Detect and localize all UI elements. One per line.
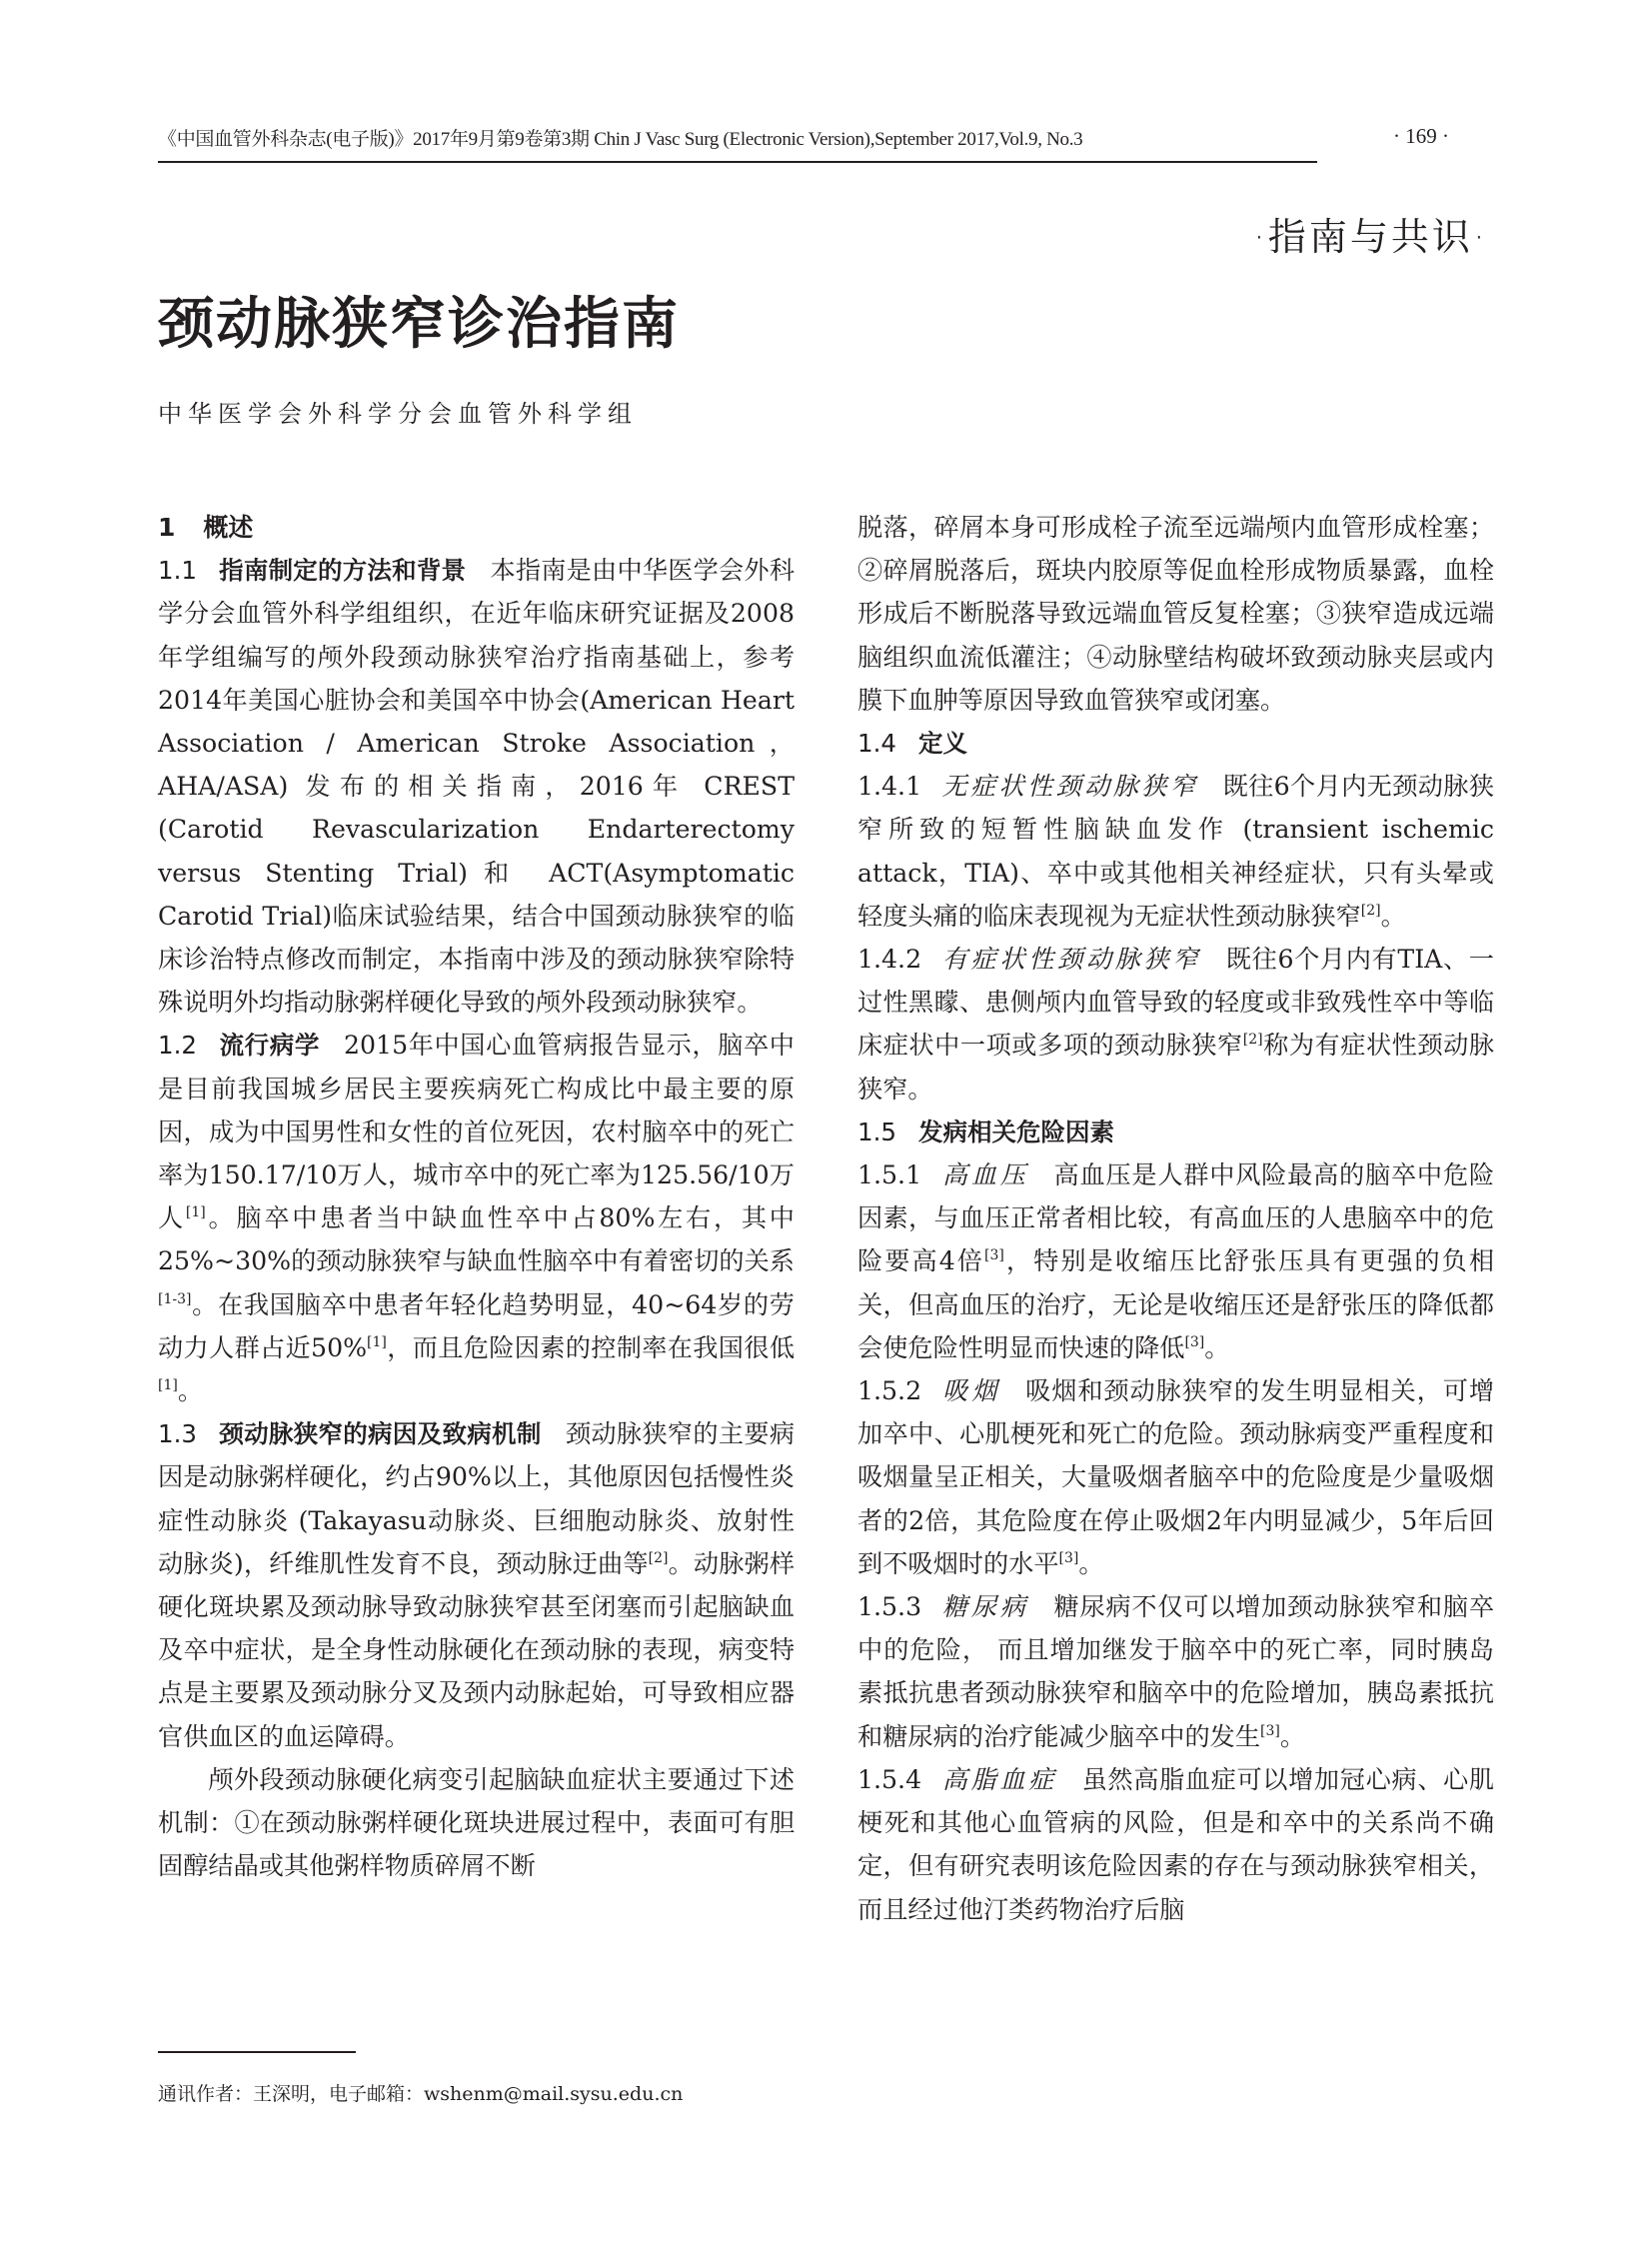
subsection-heading <box>158 1031 320 1060</box>
mechanism-paragraph-continued: 脱落，碎屑本身可形成栓子流至远端颅内血管形成栓塞；②碎屑脱落后，斑块内胶原等促血栓形成物质暴露，血栓形成后不断脱落导致远端血管反复栓塞；③狭窄造成远端脑组织血流低灌注；④动脉壁结构破坏致颈动脉夹层或内膜下血肿等原因导致血管狭窄或闭塞。 <box>857 513 1494 715</box>
section-1-heading <box>158 506 795 549</box>
paragraph-text: 颈动脉狭窄的主要病因是动脉粥样硬化，约占90%以上，其他原因包括慢性炎症性动脉炎 (Takayasu动脉炎、巨细胞动脉炎、放射性动脉炎)，纤维肌性发育不良，颈动脉迂曲等 <box>158 1419 796 1578</box>
subsection-title: 颈动脉狭窄的病因及致病机制 <box>218 1419 542 1449</box>
paragraph-text: 称为有症状性颈动脉狭窄。 <box>857 1031 1495 1104</box>
subsubsection-title: 无症状性颈动脉狭窄 <box>941 772 1199 802</box>
citation-ref[interactable]: [3] <box>1260 1722 1280 1739</box>
section-1-3 <box>158 1412 795 1758</box>
left-column <box>158 506 795 1888</box>
subsubsection-number: 1.5.3 <box>857 1592 922 1622</box>
section-1-5-heading <box>857 1111 1494 1153</box>
section-1-5-3 <box>857 1585 1494 1758</box>
subsubsection-heading <box>857 945 1201 974</box>
subsubsection-heading <box>857 772 1198 801</box>
paragraph-text: 。 <box>1204 1332 1230 1362</box>
section-title: 概述 <box>203 513 254 542</box>
page-number: · 169 · <box>1393 124 1449 148</box>
section-1-3-mechanism-paragraph: 颅外段颈动脉硬化病变引起脑缺血症状主要通过下述机制：①在颈动脉粥样硬化斑块进展过程中，表面可有胆固醇结晶或其他粥样物质碎屑不断 <box>158 1764 795 1881</box>
subsubsection-number: 1.5.2 <box>857 1376 922 1406</box>
paragraph-text: ，而且危险因素的控制率在我国很低 <box>386 1332 795 1362</box>
subsubsection-heading <box>857 1376 1000 1405</box>
subsection-title: 流行病学 <box>218 1031 320 1061</box>
section-1-5-1 <box>857 1153 1494 1369</box>
subsection-number: 1.4 <box>857 729 896 759</box>
section-1-5-4 <box>857 1758 1494 1931</box>
citation-ref[interactable]: [2] <box>648 1549 669 1566</box>
subsubsection-number: 1.4.2 <box>857 945 922 975</box>
subsubsection-heading <box>857 1592 1029 1621</box>
subsubsection-number: 1.5.1 <box>857 1160 922 1190</box>
subsubsection-heading <box>857 1765 1057 1794</box>
column-tag: ·指南与共识· <box>1252 215 1488 259</box>
subsubsection-title: 吸烟 <box>941 1376 1001 1406</box>
paragraph-text: 。 <box>177 1376 204 1406</box>
citation-ref[interactable]: [2] <box>1242 1032 1263 1049</box>
citation-ref[interactable]: [1-3] <box>158 1290 192 1307</box>
running-head: 《中国血管外科杂志(电子版)》2017年9月第9卷第3期 Chin J Vasc Surg (Electronic Version),September 2017,Vol.9, No.3 <box>158 129 1083 150</box>
citation-ref[interactable]: [3] <box>984 1247 1004 1264</box>
citation-ref[interactable]: [3] <box>1058 1549 1079 1566</box>
paragraph-text: 吸烟和颈动脉狭窄的发生明显相关，可增加卒中、心肌梗死和死亡的危险。颈动脉病变严重程度和吸烟量呈正相关，大量吸烟者脑卒中的危险度是少量吸烟者的2倍，其危险度在停止吸烟2年内明显减少，5年后回到不吸烟时的水平 <box>857 1376 1495 1578</box>
paragraph-text: 。 <box>1279 1721 1306 1751</box>
subsubsection-number: 1.4.1 <box>857 772 922 802</box>
paragraph-text: 。在我国脑卒中患者年轻化趋势明显，40~64岁的劳动力人群占近50% <box>158 1289 795 1362</box>
paragraph-text: 高血压是人群中风险最高的脑卒中危险因素，与血压正常者相比较，有高血压的人患脑卒中的危险要高4倍 <box>857 1160 1495 1276</box>
subsection-heading <box>158 556 466 585</box>
paragraph-text: 。 <box>1380 901 1406 931</box>
article-title: 颈动脉狭窄诊治指南 <box>158 292 680 357</box>
subsection-number: 1.1 <box>158 556 197 586</box>
section-1-4-1 <box>857 765 1494 938</box>
subsection-title: 发病相关危险因素 <box>917 1117 1114 1146</box>
subsection-number: 1.3 <box>158 1419 197 1449</box>
subsection-number: 1.5 <box>857 1117 896 1146</box>
paragraph-text: 。动脉粥样硬化斑块累及颈动脉导致动脉狭窄甚至闭塞而引起脑缺血及卒中症状，是全身性动脉硬化在颈动脉的表现，病变特点是主要累及颈动脉分叉及颈内动脉起始，可导致相应器官供血区的血运障碍。 <box>158 1548 796 1751</box>
citation-ref[interactable]: [1] <box>158 1377 178 1394</box>
paragraph-text: 糖尿病不仅可以增加颈动脉狭窄和脑卒中的危险， 而且增加继发于脑卒中的死亡率，同时胰岛素抵抗患者颈动脉狭窄和脑卒中的危险增加，胰岛素抵抗和糖尿病的治疗能减少脑卒中的发生 <box>857 1592 1495 1751</box>
subsection-heading <box>158 1419 542 1448</box>
paragraph-text: 2015年中国心血管病报告显示，脑卒中是目前我国城乡居民主要疾病死亡构成比中最主要的原因，成为中国男性和女性的首位死因，农村脑卒中的死亡率为150.17/10万人，城市卒中的死亡率为125.56/10万人 <box>158 1031 795 1233</box>
paragraph-text: ，特别是收缩压比舒张压具有更强的负相关，但高血压的治疗，无论是收缩压还是舒张压的降低都会使危险性明显而快速的降低 <box>857 1246 1495 1362</box>
subsubsection-title: 糖尿病 <box>941 1592 1029 1622</box>
section-1-4-2 <box>857 938 1494 1111</box>
subsubsection-title: 有症状性颈动脉狭窄 <box>941 945 1202 975</box>
paragraph-text: 。 <box>1078 1548 1104 1578</box>
citation-ref[interactable]: [1] <box>367 1333 387 1350</box>
right-column <box>857 506 1494 1931</box>
paragraph-text: 既往6个月内有TIA、一过性黑矇、患侧颅内血管导致的轻度或非致残性卒中等临床症状中一项或多项的颈动脉狭窄 <box>857 945 1494 1061</box>
footnote-rule <box>158 2051 356 2053</box>
section-number: 1 <box>158 513 176 542</box>
citation-ref[interactable]: [1] <box>185 1204 206 1221</box>
section-1-4-heading <box>857 722 1494 765</box>
paragraph-text: 本指南是由中华医学会外科学分会血管外科学组组织，在近年临床研究证据及2008年学组编写的颅外段颈动脉狭窄治疗指南基础上，参考2014年美国心脏协会和美国卒中协会(American Heart Association / American Stroke Association，AHA/ASA) 发布的相关指南，2016年 CREST (Carotid Revascularization Endarterectomy versus Stenting Trial)和 ACT(Asymptomatic Carotid Trial)临床试验结果，结合中国颈动脉狭窄的临床诊治特点修改而制定，本指南中涉及的颈动脉狭窄除特殊说明外均指动脉粥样硬化导致的颅外段颈动脉狭窄。 <box>158 556 796 1018</box>
section-1-2 <box>158 1024 795 1412</box>
citation-ref[interactable]: [3] <box>1184 1333 1205 1350</box>
subsubsection-number: 1.5.4 <box>857 1764 922 1794</box>
subsection-title: 指南制定的方法和背景 <box>218 556 467 586</box>
corresponding-author-footnote: 通讯作者：王深明，电子邮箱：wshenm@mail.sysu.edu.cn <box>158 2083 684 2105</box>
paragraph-text: 虽然高脂血症可以增加冠心病、心肌梗死和其他心血管病的风险，但是和卒中的关系尚不确定，但有研究表明该危险因素的存在与颈动脉狭窄相关，而且经过他汀类药物治疗后脑 <box>857 1764 1495 1924</box>
subsection-number: 1.2 <box>158 1031 197 1061</box>
citation-ref[interactable]: [2] <box>1360 902 1381 919</box>
paragraph-text: 既往6个月内无颈动脉狭窄所致的短暂性脑缺血发作 (transient ischemic attack，TIA)、卒中或其他相关神经症状，只有头晕或轻度头痛的临床表现视为无症状性颈动脉狭窄 <box>857 772 1494 931</box>
subsection-title: 定义 <box>917 729 967 759</box>
subsubsection-heading <box>857 1160 1029 1189</box>
subsubsection-title: 高脂血症 <box>941 1764 1057 1794</box>
subsubsection-title: 高血压 <box>941 1160 1029 1190</box>
section-1-5-2 <box>857 1369 1494 1585</box>
section-1-1 <box>158 549 795 1024</box>
paragraph-text: 。脑卒中患者当中缺血性卒中占80%左右，其中25%~30%的颈动脉狭窄与缺血性脑卒中有着密切的关系 <box>158 1203 795 1276</box>
header-rule <box>158 161 1317 163</box>
article-authors: 中华医学会外科学分会血管外科学组 <box>158 400 638 428</box>
